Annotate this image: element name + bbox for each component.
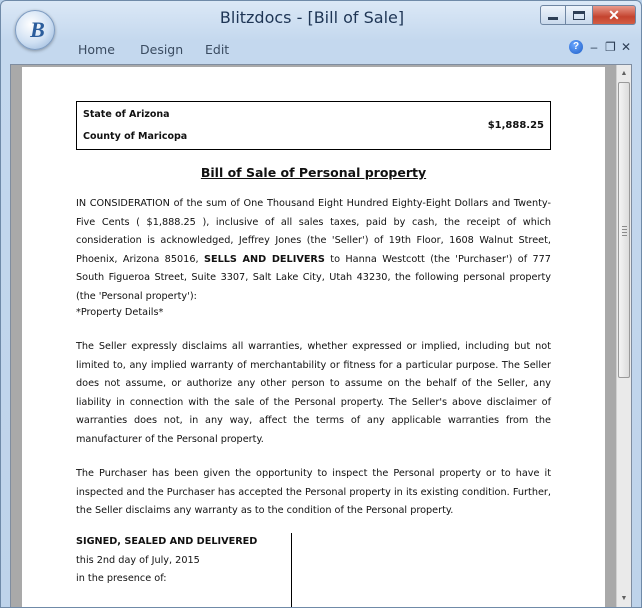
close-button[interactable] xyxy=(592,5,636,25)
scroll-down-icon[interactable]: ▼ xyxy=(620,595,628,602)
document-page xyxy=(22,67,605,608)
tab-design[interactable]: Design xyxy=(140,42,184,57)
doc-minimize-icon[interactable]: ‒ xyxy=(590,40,598,54)
county-label: County of Maricopa xyxy=(83,131,188,142)
header-box xyxy=(76,101,551,150)
document-controls xyxy=(569,40,631,54)
document-viewport xyxy=(10,64,632,608)
app-logo-icon: B xyxy=(30,17,42,42)
close-icon: ✕ xyxy=(608,6,620,23)
grip-icon xyxy=(622,226,627,238)
scroll-up-icon[interactable]: ▲ xyxy=(620,70,628,77)
minimize-icon xyxy=(548,17,558,20)
doc-restore-icon[interactable]: ❐ xyxy=(605,40,616,54)
amount-label: $1,888.25 xyxy=(487,120,544,131)
app-logo-button[interactable] xyxy=(15,10,55,50)
scroll-thumb[interactable] xyxy=(618,82,630,378)
signature-block xyxy=(76,533,292,608)
inspection-paragraph: The Purchaser has been given the opportunity to inspect the Personal property or to have it inspected and the Purchaser has accepted the Personal property in its existing condition. Further, the Seller disclaims any warranty as to the condition of the Personal property. xyxy=(76,468,551,516)
minimize-button[interactable] xyxy=(540,5,566,25)
tab-home[interactable]: Home xyxy=(78,42,115,57)
consideration-paragraph xyxy=(76,195,551,306)
signature-date: this 2nd day of July, 2015 xyxy=(76,554,200,566)
help-icon[interactable]: ? xyxy=(569,40,583,54)
signature-heading: SIGNED, SEALED AND DELIVERED xyxy=(76,536,258,547)
sells-delivers-text: SELLS AND DELIVERS xyxy=(203,253,325,265)
title-bar[interactable] xyxy=(1,1,641,35)
window-controls xyxy=(540,5,636,27)
window-title: Blitzdocs - [Bill of Sale] xyxy=(219,8,405,27)
state-label: State of Arizona xyxy=(83,109,170,120)
property-details: *Property Details* xyxy=(76,307,164,318)
vertical-scrollbar[interactable] xyxy=(616,65,631,608)
tab-edit[interactable]: Edit xyxy=(205,42,230,57)
maximize-icon xyxy=(573,11,585,20)
doc-close-icon[interactable]: ✕ xyxy=(621,40,632,54)
document-title: Bill of Sale of Personal property xyxy=(200,165,427,180)
disclaimer-paragraph: The Seller expressly disclaims all warranties, whether expressed or implied, including but not limited to, any implied warranty of merchantability or fitness for a particular purpose. The Seller does not assume, or authorize any other person to assume on the behalf of the Seller, any liability in connection with the sale of the Personal property. The Seller's above disclaimer of warranties does not, in any way, affect the terms of any applicable warranties from the manufacturer of the Personal property. xyxy=(76,341,551,445)
purchaser-text: to Hanna Westcott (the 'Purchaser') of 777 South Figueroa Street, Suite 3307, Salt Lake City, Utah 43230, the following personal property (the 'Personal property'): xyxy=(76,253,551,302)
consideration-text: IN CONSIDERATION of the sum of One Thousand Eight Hundred Eighty-Eight Dollars and Twenty-Five Cents ( $1,888.25 ), inclusive of all sales taxes, paid by cash, the receipt of which consideration is acknowledged, Jeffrey Jones (the 'Seller') of 19th Floor, 1608 Walnut Street, Phoenix, Arizona 85016, xyxy=(76,198,551,265)
ribbon-tabs xyxy=(1,35,641,63)
signature-presence: in the presence of: xyxy=(76,573,167,584)
maximize-button[interactable] xyxy=(566,5,592,25)
